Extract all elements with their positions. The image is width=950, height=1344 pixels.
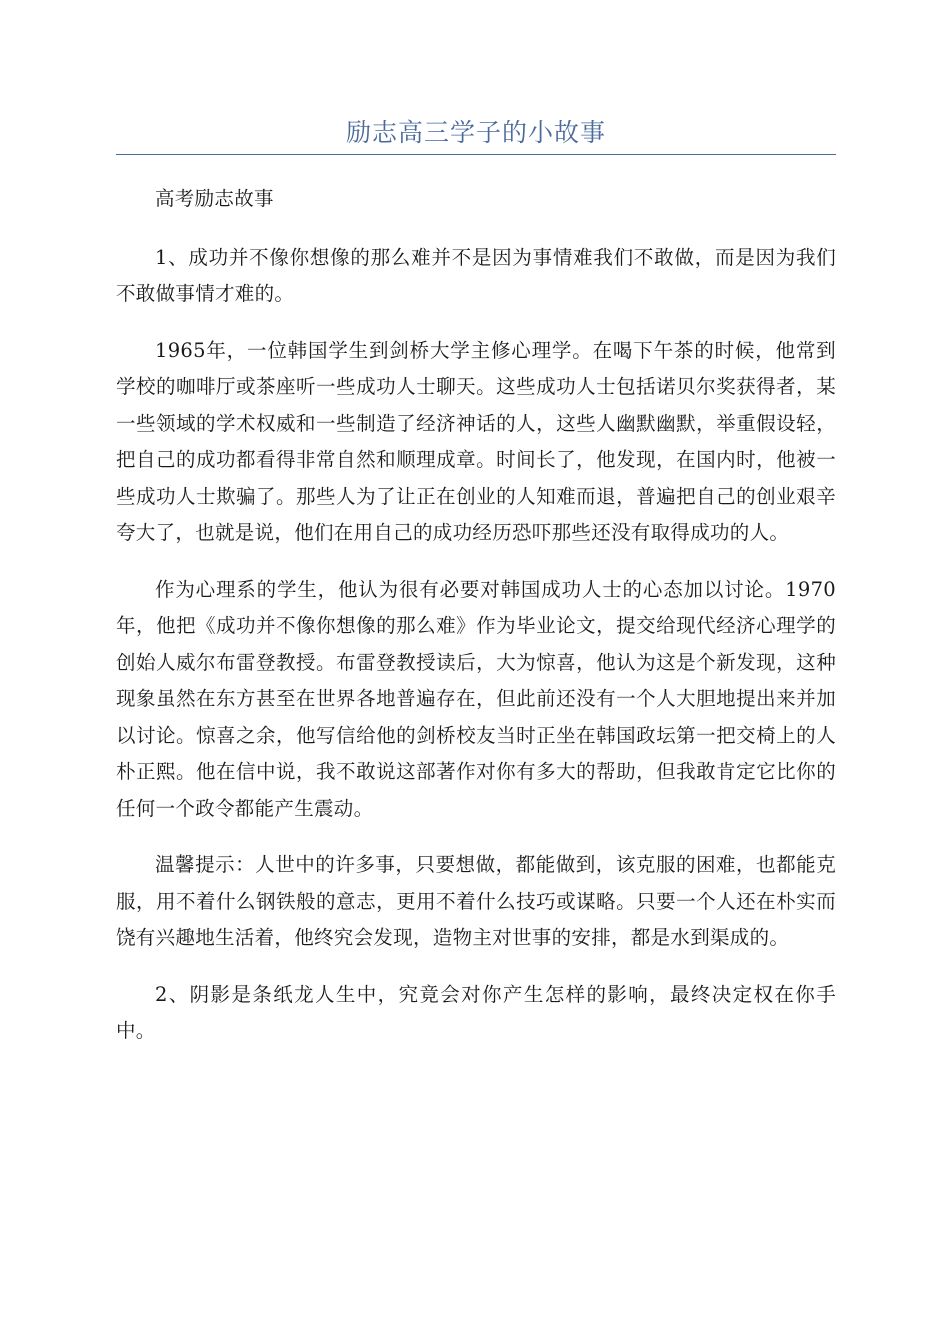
paragraph-3: 作为心理系的学生，他认为很有必要对韩国成功人士的心态加以讨论。1970年，他把《成功并不像你想像的那么难》作为毕业论文，提交给现代经济心理学的创始人威尔布雷登教授。布雷登教授读后，大为惊喜，他认为这是个新发现，这种现象虽然在东方甚至在世界各地普遍存在，但此前还没有一个人大胆地提出来并加以讨论。惊喜之余，他写信给他的剑桥校友当时正坐在韩国政坛第一把交椅上的人朴正熙。他在信中说，我不敢说这部著作对你有多大的帮助，但我敢肯定它比你的任何一个政令都能产生震动。 [116, 577, 836, 820]
paragraph-1: 1、成功并不像你想像的那么难并不是因为事情难我们不敢做，而是因为我们不敢做事情才难的。 [116, 245, 836, 305]
title-underline [116, 154, 836, 155]
document-body [116, 181, 836, 1050]
section-heading: 高考励志故事 [155, 187, 274, 210]
document-page [116, 0, 836, 1070]
paragraph-2: 1965年，一位韩国学生到剑桥大学主修心理学。在喝下午茶的时候，他常到学校的咖啡厅或茶座听一些成功人士聊天。这些成功人士包括诺贝尔奖获得者，某一些领域的学术权威和一些制造了经济神话的人，这些人幽默幽默，举重假设轻，把自己的成功都看得非常自然和顺理成章。时间长了，他发现，在国内时，他被一些成功人士欺骗了。那些人为了让正在创业的人知难而退，普遍把自己的创业艰辛夸大了，也就是说，他们在用自己的成功经历恐吓那些还没有取得成功的人。 [116, 338, 836, 544]
paragraph-4: 温馨提示：人世中的许多事，只要想做，都能做到，该克服的困难，也都能克服，用不着什么钢铁般的意志，更用不着什么技巧或谋略。只要一个人还在朴实而饶有兴趣地生活着，他终究会发现，造物主对世事的安排，都是水到渠成的。 [116, 853, 836, 949]
document-title: 励志高三学子的小故事 [345, 118, 606, 147]
paragraph-5: 2、阴影是条纸龙人生中，究竟会对你产生怎样的影响，最终决定权在你手中。 [116, 982, 836, 1042]
